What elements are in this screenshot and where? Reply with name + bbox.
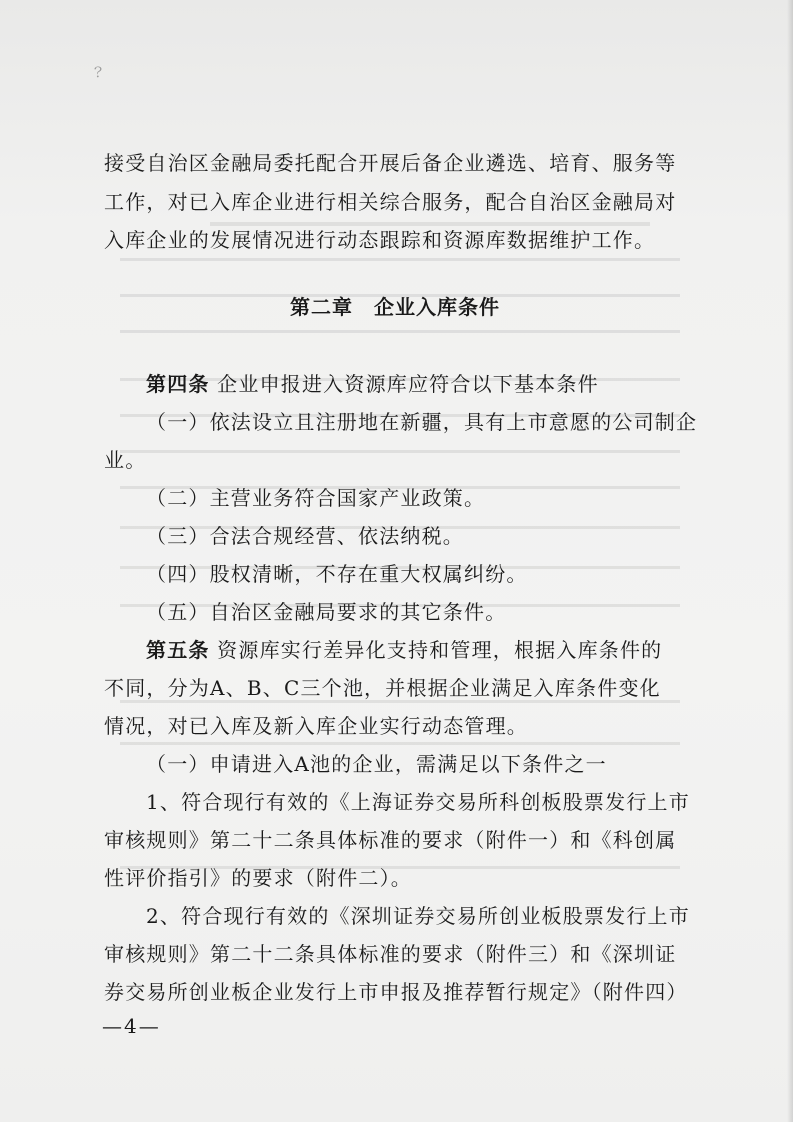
article-5-body-line: 性评价指引》的要求（附件二）。 (104, 866, 412, 890)
body-line: 入库企业的发展情况进行动态跟踪和资源库数据维护工作。 (104, 228, 656, 252)
body-line: 接受自治区金融局委托配合开展后备企业遴选、培育、服务等 (104, 151, 677, 175)
article-5-text: 资源库实行差异化支持和管理，根据入库条件的 (217, 638, 663, 662)
article-4-item: （三）合法合规经营、依法纳税。 (146, 524, 464, 548)
article-5-body-line: 2、符合现行有效的《深圳证券交易所创业板股票发行上市 (146, 904, 690, 928)
article-4-item-continuation: 业。 (104, 448, 147, 472)
bleed-stroke (210, 222, 650, 226)
article-5-body-line: 不同，分为A、B、C三个池，并根据企业满足入库条件变化 (104, 676, 661, 700)
bleed-stroke (120, 258, 680, 261)
bleed-stroke (120, 330, 680, 333)
article-4-item: （二）主营业务符合国家产业政策。 (146, 486, 486, 510)
article-5-body-line: 审核规则》第二十二条具体标准的要求（附件一）和《科创属 (104, 828, 677, 852)
bleed-stroke (120, 742, 680, 745)
article-5-subheading: （一）申请进入A池的企业，需满足以下条件之一 (146, 752, 607, 776)
article-5-body-line: 1、符合现行有效的《上海证券交易所科创板股票发行上市 (146, 790, 690, 814)
article-5-line (146, 638, 662, 662)
article-4-item: （五）自治区金融局要求的其它条件。 (146, 600, 507, 624)
bleed-stroke (120, 450, 680, 453)
article-5-label: 第五条 (146, 638, 210, 662)
article-4-line (146, 372, 599, 396)
article-5-body-line: 审核规则》第二十二条具体标准的要求（附件三）和《深圳证 (104, 942, 677, 966)
article-4-item: （四）股权清晰，不存在重大权属纠纷。 (146, 562, 528, 586)
article-4-item: （一）依法设立且注册地在新疆，具有上市意愿的公司制企 (146, 410, 698, 434)
article-5-body-line: 情况，对已入库及新入库企业实行动态管理。 (104, 714, 528, 738)
margin-mark: ﹖ (90, 61, 107, 80)
page-edge-shadow (787, 0, 793, 1122)
article-5-body-line: 券交易所创业板企业发行上市申报及推荐暂行规定》（附件四） (104, 980, 688, 1004)
bleed-stroke (120, 700, 680, 703)
body-line: 工作，对已入库企业进行相关综合服务，配合自治区金融局对 (104, 190, 677, 214)
article-4-text: 企业申报进入资源库应符合以下基本条件 (217, 372, 599, 396)
page-number: —4— (102, 1014, 161, 1038)
article-4-label: 第四条 (146, 372, 210, 396)
chapter-heading: 第二章 企业入库条件 (290, 295, 500, 319)
